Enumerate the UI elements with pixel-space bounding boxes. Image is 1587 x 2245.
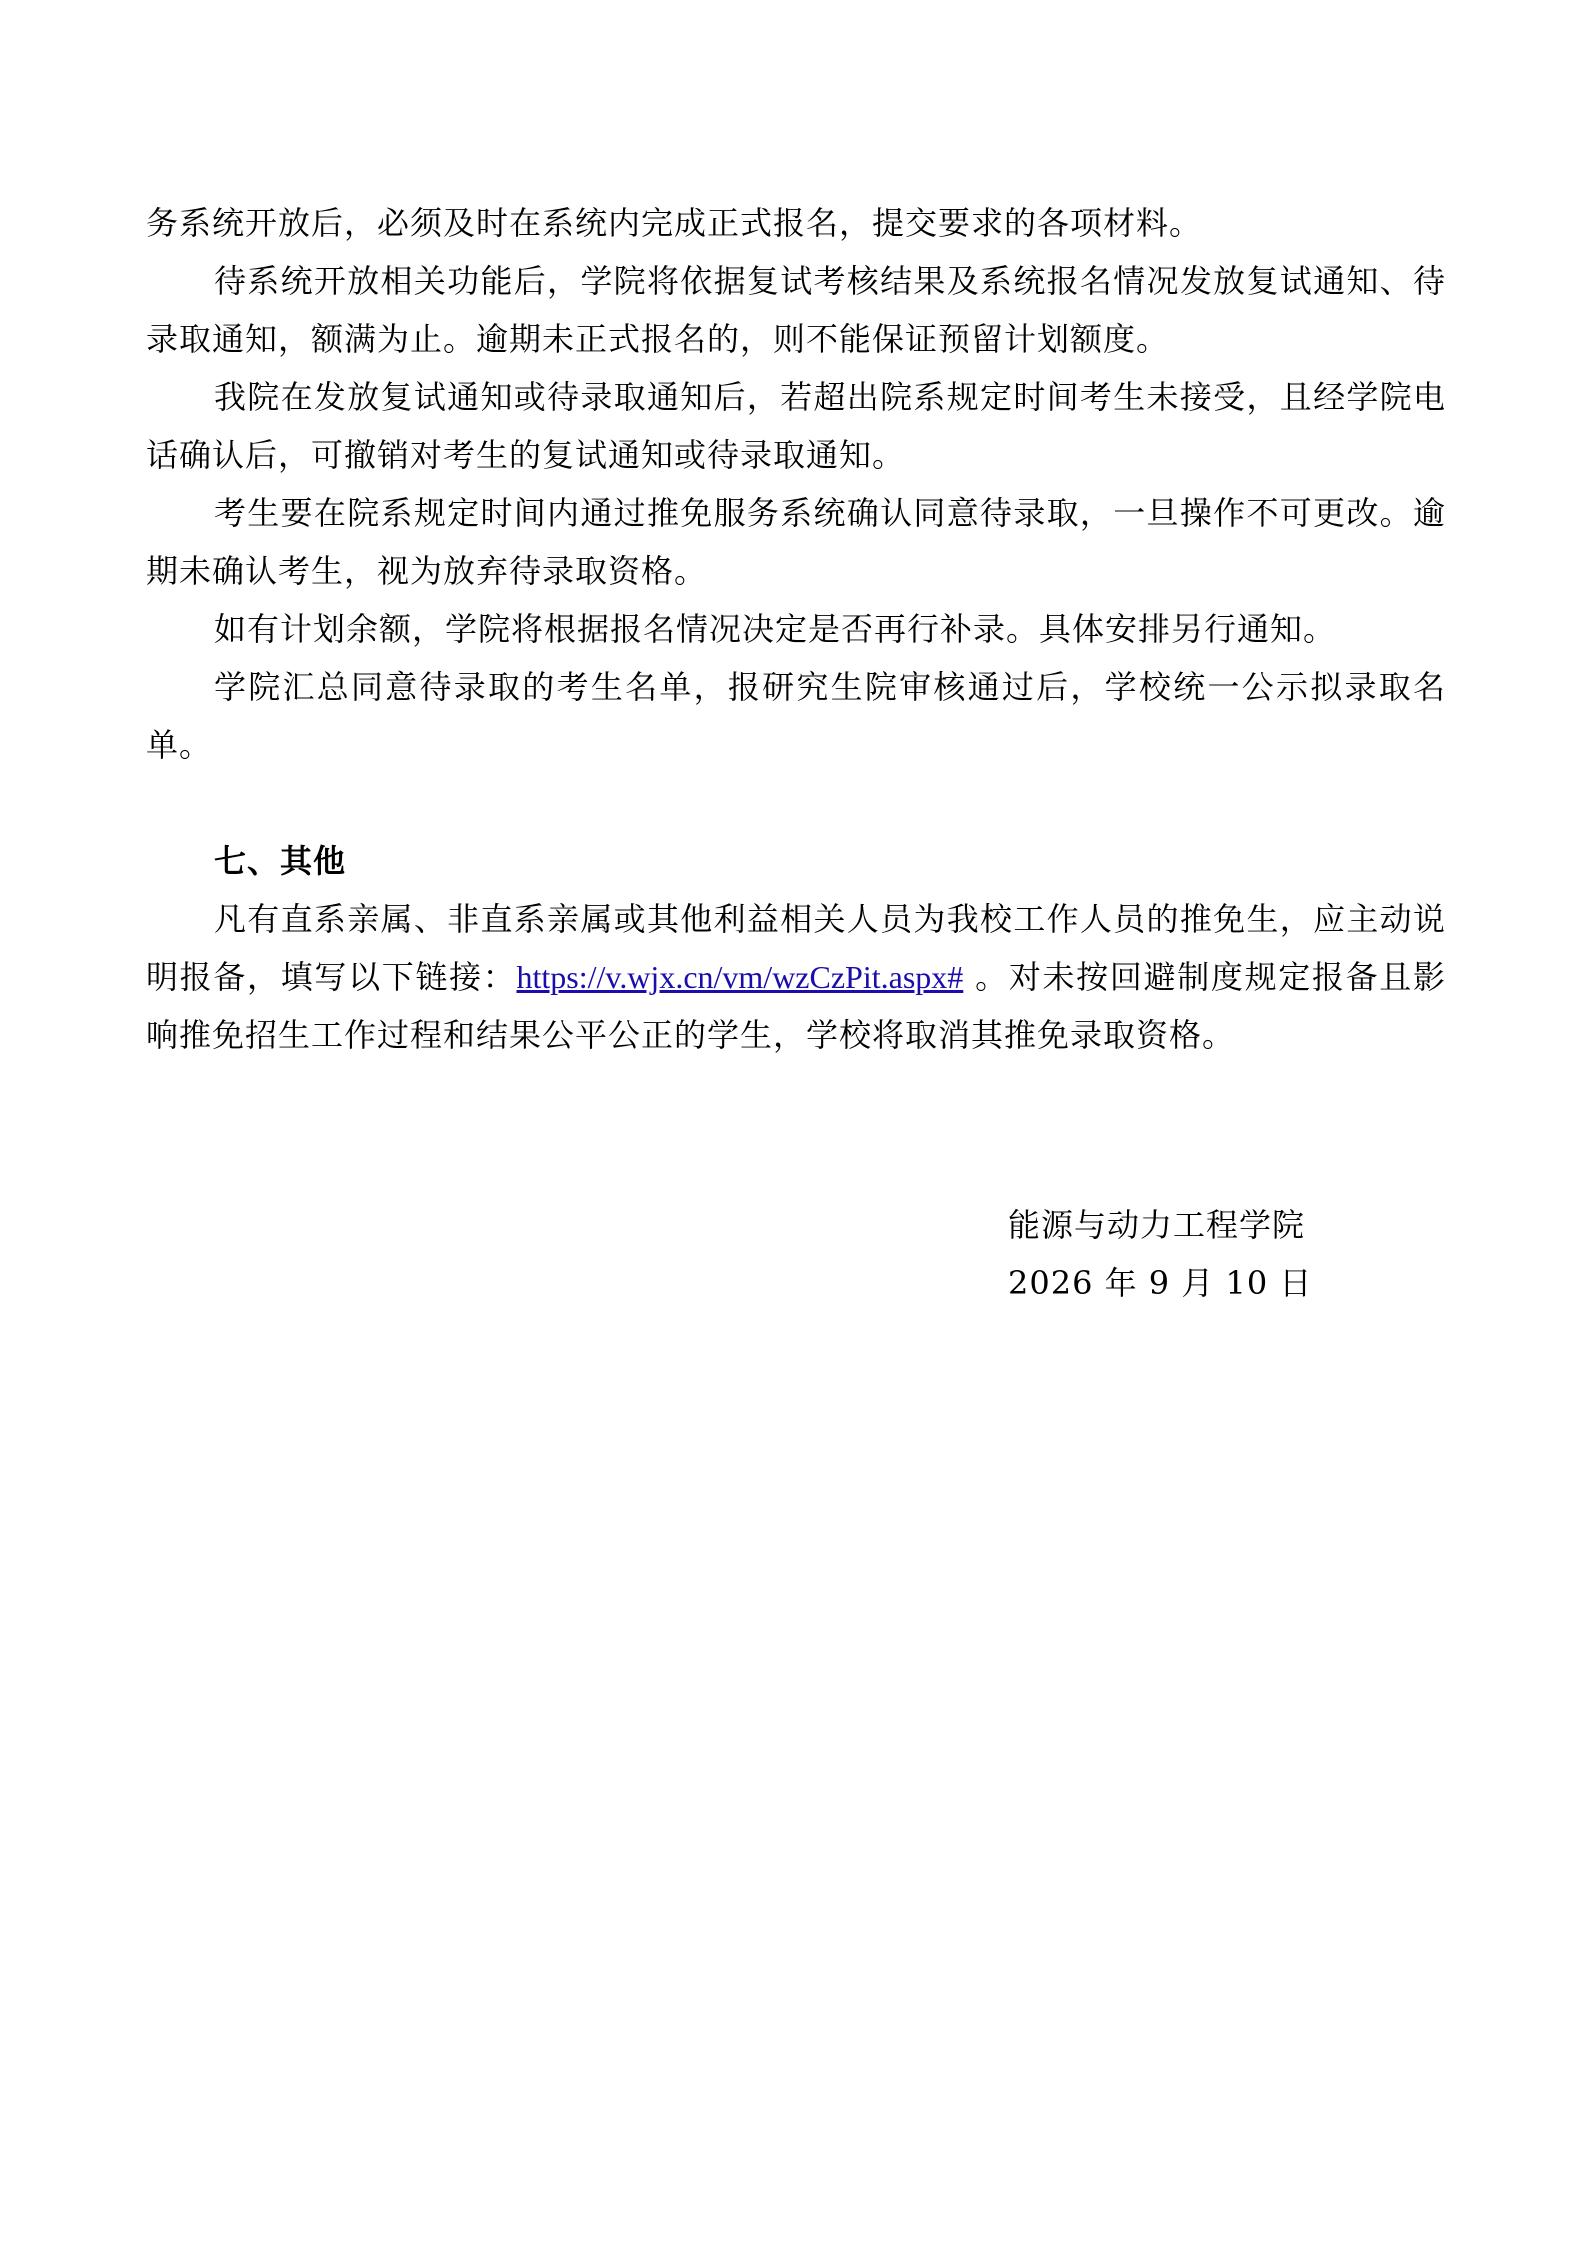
paragraph-continuation: 务系统开放后，必须及时在系统内完成正式报名，提交要求的各项材料。 [146,204,1203,242]
declaration-form-link[interactable]: https://v.wjx.cn/vm/wzCzPit.aspx# [516,959,964,995]
paragraph-supplementary-admission: 如有计划余额，学院将根据报名情况决定是否再行补录。具体安排另行通知。 [214,610,1337,648]
signature-date: 2026 年 9 月 10 日 [1008,1264,1313,1302]
signature-organization: 能源与动力工程学院 [1008,1206,1306,1244]
section-heading-other: 七、其他 [214,842,347,880]
paragraph-notification-issuance: 待系统开放相关功能后，学院将依据复试考核结果及系统报名情况发放复试通知、待录取通知，额满为止。逾期未正式报名的，则不能保证预留计划额度。 [146,262,1446,358]
paragraph-conflict-of-interest [146,890,1446,1064]
paragraph-admission-list: 学院汇总同意待录取的考生名单，报研究生院审核通过后，学校统一公示拟录取名单。 [146,668,1446,764]
conflict-text-before-link: 凡有直系亲属、非直系亲属或其他利益相关人员为我校工作人员的推免生，应主动说明报备，填写以下链接： [146,900,1446,996]
document-body [146,194,1446,1064]
signature-block [1008,1196,1312,1312]
paragraph-confirmation: 考生要在院系规定时间内通过推免服务系统确认同意待录取，一旦操作不可更改。逾期未确认考生，视为放弃待录取资格。 [146,494,1446,590]
paragraph-notification-revocation: 我院在发放复试通知或待录取通知后，若超出院系规定时间考生未接受，且经学院电话确认后，可撤销对考生的复试通知或待录取通知。 [146,378,1446,474]
conflict-text-after-link: 。对未按回避制度规定报备且影响推免招生工作过程和结果公平公正的学生，学校将取消其推免录取资格。 [146,958,1446,1054]
